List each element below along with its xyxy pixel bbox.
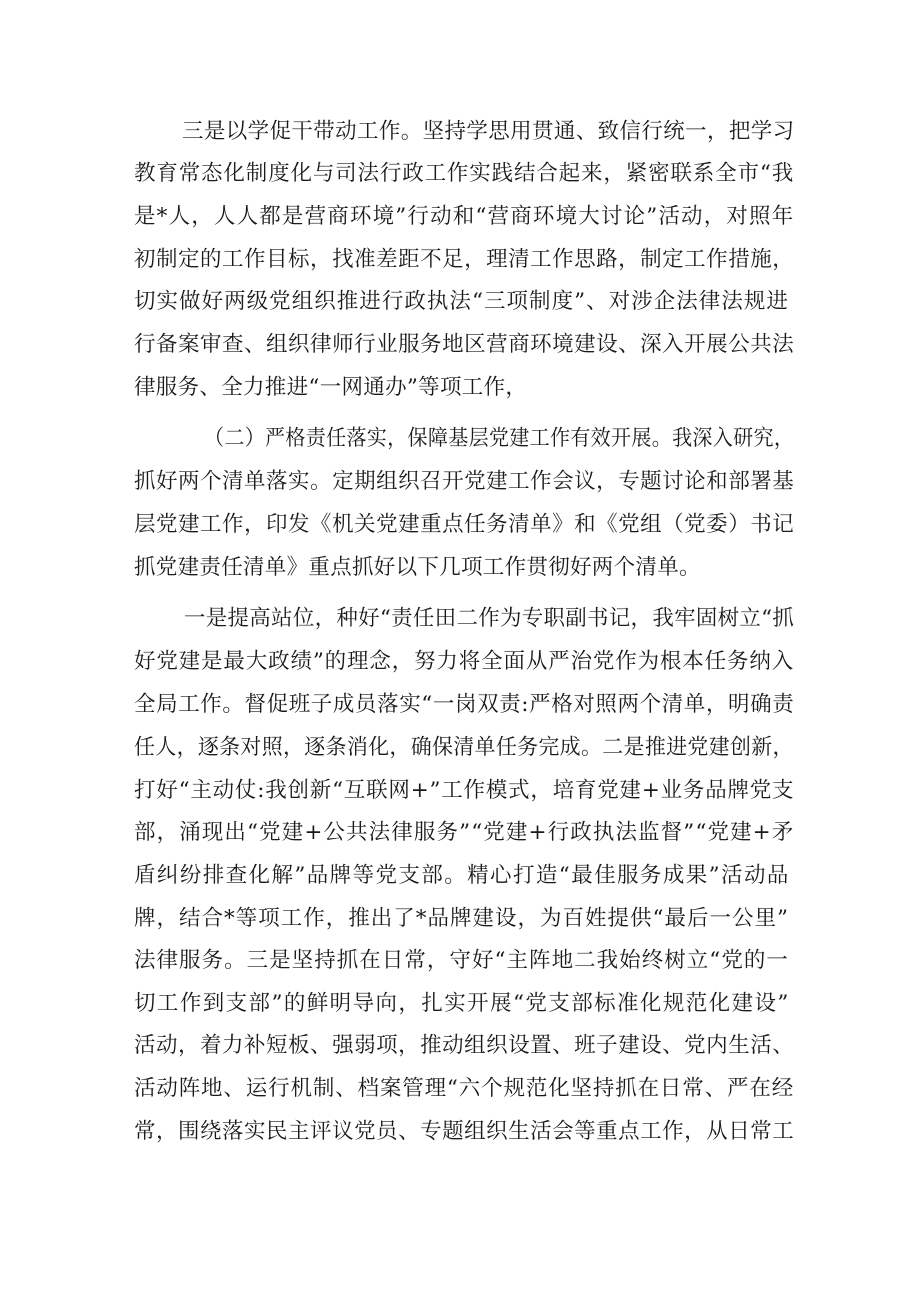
paragraph-3-line-5: 打好“主动仗:我创新“互联网+”工作模式，培育党建+业务品牌党支 xyxy=(134,778,795,803)
paragraph-3-line-11: 活动，着力补短板、强弱项，推动组织设置、班子建设、党内生活、 xyxy=(134,1033,795,1058)
paragraph-1-line-4: 初制定的工作目标，找准差距不足，理清工作思路，制定工作措施， xyxy=(134,247,795,272)
paragraph-3-line-1: 一是提高站位，种好“责任田二作为专职副书记，我牢固树立“抓 xyxy=(184,606,795,631)
paragraph-2-line-4: 抓党建责任清单》重点抓好以下几项工作贯彻好两个清单。 xyxy=(134,555,701,580)
paragraph-1-line-1: 三是以学促干带动工作。坚持学思用贯通、致信行统一，把学习 xyxy=(182,119,795,144)
paragraph-3-line-6: 部，涌现出“党建+公共法律服务”“党建+行政执法监督”“党建+矛 xyxy=(134,820,795,845)
paragraph-1-line-5: 切实做好两级党组织推进行政执法“三项制度”、对涉企法律法规进 xyxy=(134,289,789,314)
paragraph-3-line-9: 法律服务。三是坚持抓在日常，守好“主阵地二我始终树立“党的一 xyxy=(134,948,789,973)
paragraph-1-line-6: 行备案审查、组织律师行业服务地区营商环境建设、深入开展公共法 xyxy=(134,332,795,357)
paragraph-2-line-3: 层党建工作，印发《机关党建重点任务清单》和《党组（党委）书记 xyxy=(134,512,795,537)
paragraph-3-line-13: 常，围绕落实民主评议党员、专题组织生活会等重点工作，从日常工 xyxy=(134,1119,795,1144)
paragraph-3-line-3: 全局工作。督促班子成员落实“一岗双责:严格对照两个清单，明确责 xyxy=(134,692,795,717)
paragraph-1-line-2: 教育常态化制度化与司法行政工作实践结合起来，紧密联系全市“我 xyxy=(134,161,795,186)
paragraph-3-line-7: 盾纠纷排查化解”品牌等党支部。精心打造“最佳服务成果”活动品 xyxy=(134,863,790,888)
paragraph-2-line-1: （二）严格责任落实，保障基层党建工作有效开展。我深入研究， xyxy=(204,426,795,451)
paragraph-3-line-8: 牌，结合*等项工作，推出了*品牌建设，为百姓提供“最后一公里” xyxy=(134,906,789,931)
paragraph-3-line-4: 任人，逐条对照，逐条消化，确保清单任务完成。二是推进党建创新， xyxy=(134,735,794,760)
paragraph-3-line-2: 好党建是最大政绩”的理念，努力将全面从严治党作为根本任务纳入 xyxy=(134,649,795,674)
paragraph-1-line-3: 是*人，人人都是营商环境”行动和“营商环境大讨论”活动，对照年 xyxy=(134,204,795,229)
paragraph-3-line-12: 活动阵地、运行机制、档案管理“六个规范化坚持抓在日常、严在经 xyxy=(134,1076,795,1101)
paragraph-1-line-7: 律服务、全力推进“一网通办”等项工作， xyxy=(134,375,528,400)
paragraph-2-line-2: 抓好两个清单落实。定期组织召开党建工作会议，专题讨论和部署基 xyxy=(134,469,795,494)
paragraph-3-line-10: 切工作到支部”的鲜明导向，扎实开展“党支部标准化规范化建设” xyxy=(134,991,790,1016)
